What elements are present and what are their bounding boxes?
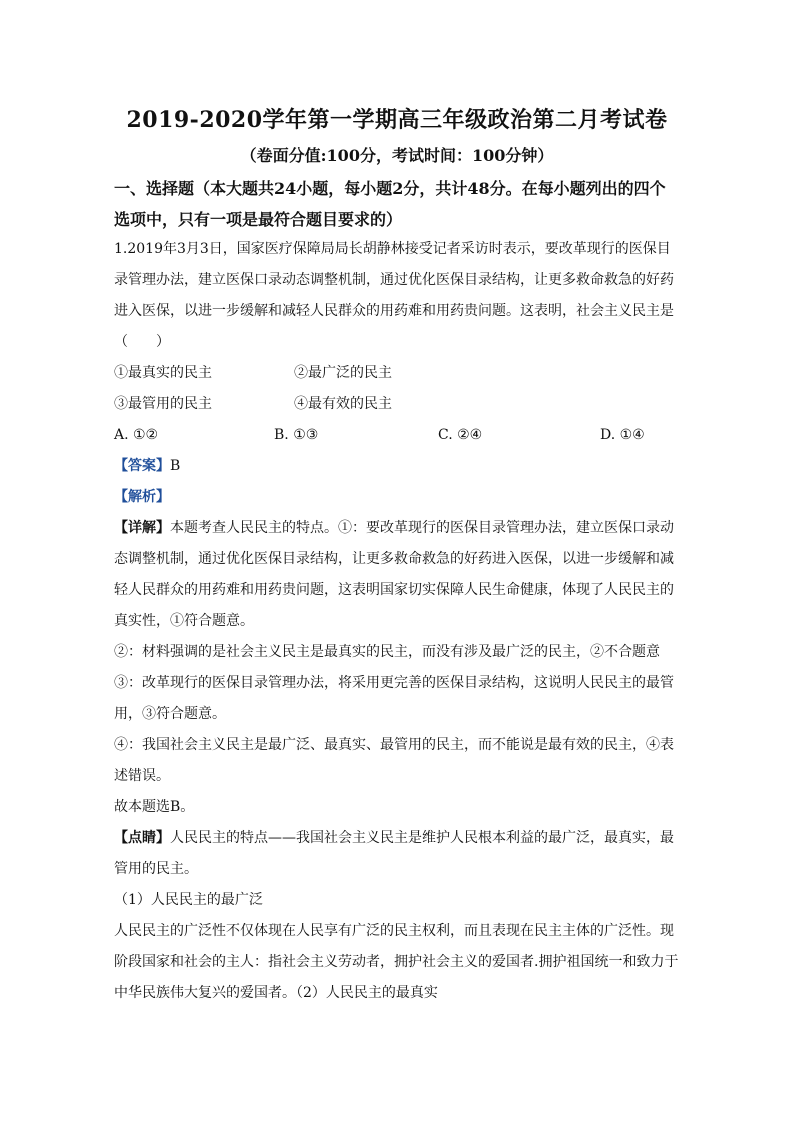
detail-line: ③：改革现行的医保目录管理办法，将采用更完善的医保目录结构，这说明人民民主的最管 (114, 675, 674, 691)
options-row (114, 420, 680, 451)
statement-row (114, 358, 680, 389)
point-line: 管用的民主。 (114, 861, 198, 877)
section-heading-line: 选项中，只有一项是最符合题目要求的） (114, 210, 403, 229)
statement: ①最真实的民主 (114, 365, 212, 381)
detail-line (114, 513, 680, 544)
detail-line: 态调整机制，通过优化医保目录结构，让更多救命救急的好药进入医保，以进一步缓解和减 (114, 551, 674, 567)
detail-line: ④：我国社会主义民主是最广泛、最真实、最管用的民主，而不能说是最有效的民主，④表 (114, 737, 674, 753)
detail-text: 本题考查人民民主的特点。①：要改革现行的医保目录管理办法，建立医保口录动 (170, 520, 674, 536)
option-c: C. ②④ (438, 427, 483, 443)
point-line (114, 823, 680, 854)
detail-line: 用，③符合题意。 (114, 706, 226, 722)
question-body (114, 234, 680, 1009)
detail-line: 真实性，①符合题意。 (114, 613, 254, 629)
page-title: 2019-2020学年第一学期高三年级政治第二月考试卷 (126, 107, 668, 133)
statement: ③最管用的民主 (114, 396, 212, 412)
analysis-tag: 【解析】 (114, 489, 170, 505)
detail-line: ②：材料强调的是社会主义民主是最真实的民主，而没有涉及最广泛的民主，②不合题意 (114, 644, 660, 660)
conclusion-line: 故本题选B。 (114, 799, 195, 815)
option-d: D. ①④ (600, 427, 645, 443)
detail-tag: 【详解】 (114, 520, 170, 536)
option-b: B. ①③ (274, 427, 319, 443)
analysis-line (114, 482, 680, 513)
statement-row (114, 389, 680, 420)
detail-line: 述错误。 (114, 768, 170, 784)
point-tag: 【点睛】 (114, 830, 170, 846)
section-heading (114, 173, 694, 235)
detail-line: 轻人民群众的用药难和用药贵问题，这表明国家切实保障人民生命健康，体现了人民民主的 (114, 582, 674, 598)
question-blank: （ ） (114, 334, 170, 350)
point-line: 人民民主的广泛性不仅体现在人民享有广泛的民主权利，而且表现在民主主体的广泛性。现 (114, 923, 674, 939)
statement: ②最广泛的民主 (294, 365, 392, 381)
point-subheading: （1）人民民主的最广泛 (114, 892, 263, 908)
question-stem-line: 录管理办法，建立医保口录动态调整机制，通过优化医保目录结构，让更多救命救急的好药 (114, 272, 674, 288)
answer-value: B (170, 458, 181, 474)
statement: ④最有效的民主 (294, 396, 392, 412)
point-text: 人民民主的特点——我国社会主义民主是维护人民根本利益的最广泛，最真实，最 (170, 830, 674, 846)
answer-tag: 【答案】 (114, 458, 170, 474)
page-subtitle: （卷面分值:100分，考试时间：100分钟） (240, 146, 554, 165)
question-stem-line: 进入医保，以进一步缓解和减轻人民群众的用药难和用药贵问题。这表明，社会主义民主是 (114, 303, 674, 319)
answer-line (114, 451, 680, 482)
point-line: 阶段国家和社会的主人：指社会主义劳动者，拥护社会主义的爱国者.拥护祖国统一和致力于 (114, 954, 679, 970)
point-line: 中华民族伟大复兴的爱国者。（2）人民民主的最真实 (114, 985, 438, 1001)
option-a: A. ①② (114, 427, 159, 443)
section-heading-line: 一、选择题（本大题共24小题，每小题2分，共计48分。在每小题列出的四个 (114, 179, 666, 198)
question-stem-line: 1.2019年3月3日，国家医疗保障局局长胡静林接受记者采访时表示，要改革现行的医保目 (114, 241, 671, 257)
